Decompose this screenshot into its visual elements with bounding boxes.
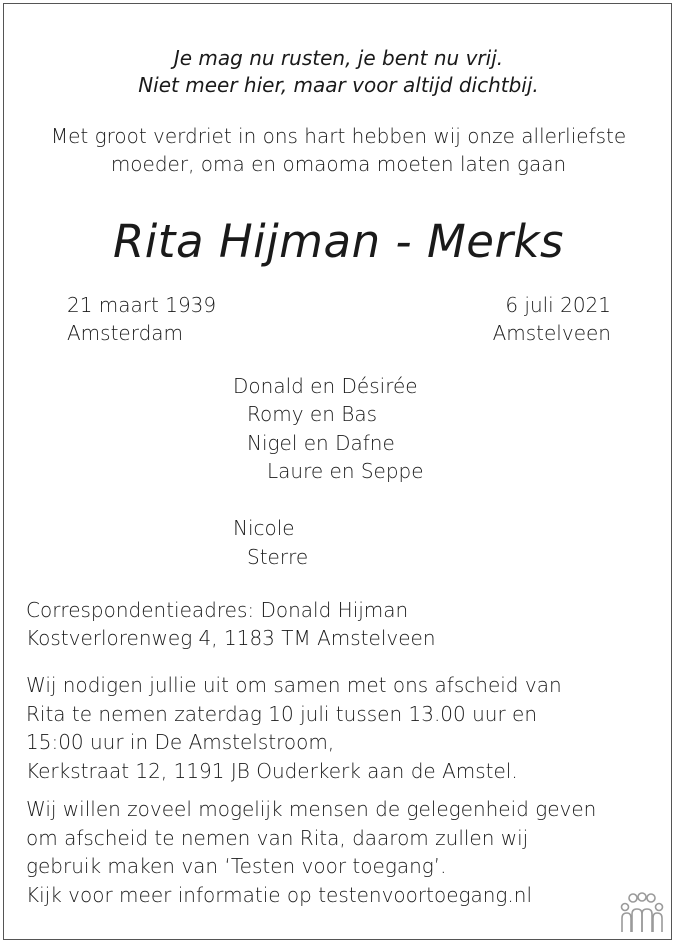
correspondence-line-2: Kostverlorenweg 4, 1183 TM Amstelveen: [26, 626, 436, 650]
death-date: 6 juli 2021: [505, 293, 611, 317]
deceased-name: Rita Hijman - Merks: [113, 215, 564, 268]
correspondence-line-1: Correspondentieadres: Donald Hijman: [26, 598, 409, 622]
intro-line-1: Met groot verdriet in ons hart hebben wij onze allerliefste: [50, 124, 627, 148]
death-place: Amstelveen: [492, 321, 611, 345]
family-member: Nigel en Dafne: [247, 431, 395, 455]
family-member: Laure en Seppe: [267, 459, 424, 483]
birth-date: 21 maart 1939: [67, 293, 217, 317]
people-group-icon: [619, 892, 665, 934]
intro-line-2: moeder, oma en omaoma moeten laten gaan: [110, 152, 567, 176]
invitation-line: 15:00 uur in De Amstelstroom,: [26, 730, 335, 754]
family-member: Romy en Bas: [247, 402, 378, 426]
invitation-line: Rita te nemen zaterdag 10 juli tussen 13.00 uur en: [26, 702, 538, 726]
birth-place: Amsterdam: [67, 321, 184, 345]
notice-line: Wij willen zoveel mogelijk mensen de gelegenheid geven: [26, 797, 597, 821]
notice-line: om afscheid te nemen van Rita, daarom zullen wij: [26, 826, 529, 850]
notice-line: Kijk voor meer informatie op testenvoortoegang.nl: [26, 883, 533, 907]
family-member: Donald en Désirée: [233, 374, 418, 398]
invitation-line: Kerkstraat 12, 1191 JB Ouderkerk aan de Amstel.: [26, 759, 518, 783]
invitation-line: Wij nodigen jullie uit om samen met ons afscheid van: [26, 673, 562, 697]
family-member: Nicole: [233, 516, 295, 540]
family-member: Sterre: [247, 545, 309, 569]
notice-line: gebruik maken van ‘Testen voor toegang’.: [26, 854, 447, 878]
poem-line-2: Niet meer hier, maar voor altijd dichtbij.: [138, 73, 539, 97]
poem-line-1: Je mag nu rusten, je bent nu vrij.: [173, 46, 504, 70]
